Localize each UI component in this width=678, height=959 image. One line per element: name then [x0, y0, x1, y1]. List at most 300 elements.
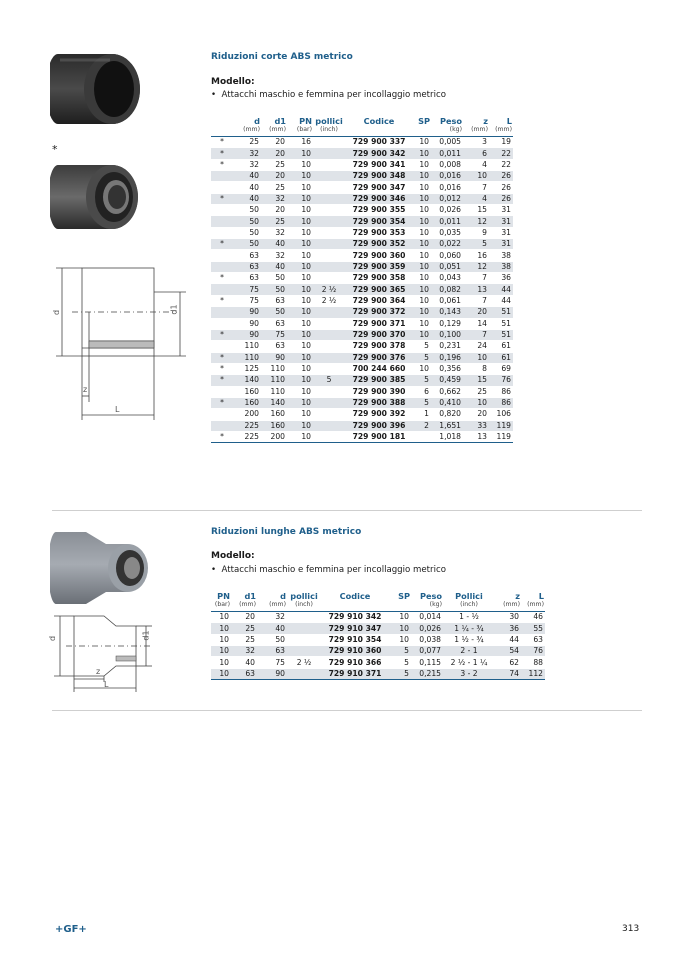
short-reducer-photo-top [50, 50, 142, 128]
table-cell: 25 [261, 159, 287, 170]
table-cell: 26 [489, 171, 513, 182]
table-cell [211, 227, 233, 238]
table-cell: 0,215 [411, 668, 443, 679]
table-cell: * [211, 273, 233, 284]
table-cell: 62 [495, 657, 521, 668]
table-cell: 36 [489, 273, 513, 284]
table-cell [313, 341, 345, 352]
section-divider [52, 510, 642, 511]
table-cell [211, 171, 233, 182]
table-cell: 63 [233, 261, 261, 272]
section2-table [211, 591, 545, 680]
table-cell: 10 [463, 397, 489, 408]
table-cell: 10 [211, 634, 231, 645]
table-cell: 729 900 365 [345, 284, 413, 295]
table-cell: 729 900 352 [345, 239, 413, 250]
table-cell: 10 [413, 284, 431, 295]
table-cell: 112 [521, 668, 545, 679]
table-cell [287, 623, 321, 634]
table-cell: 76 [489, 375, 513, 386]
table-cell: 44 [495, 634, 521, 645]
table-cell: 63 [233, 250, 261, 261]
table-cell [211, 420, 233, 431]
table-cell: 2 ½ - 1 ¼ [443, 657, 495, 668]
table-cell: 110 [261, 386, 287, 397]
table-cell: 13 [463, 284, 489, 295]
table-cell: * [211, 295, 233, 306]
table-cell: 86 [489, 397, 513, 408]
table-cell: 88 [521, 657, 545, 668]
table-cell: 225 [233, 431, 261, 442]
table-cell [313, 148, 345, 159]
table-cell [287, 646, 321, 657]
table-cell: 10 [287, 431, 313, 442]
long-reducer-photo [50, 530, 154, 606]
table-cell: 1 - ½ [443, 612, 495, 623]
table-cell: * [211, 329, 233, 340]
table-cell: 10 [287, 386, 313, 397]
column-unit: (kg) [411, 601, 443, 612]
column-header: d1 [244, 591, 256, 601]
table-cell: * [211, 397, 233, 408]
table-cell: 14 [463, 318, 489, 329]
table-cell: 20 [261, 148, 287, 159]
table-cell: 10 [413, 159, 431, 170]
table-cell: 1 ¼ - ¾ [443, 623, 495, 634]
table-cell: 0,038 [411, 634, 443, 645]
table-units-row [211, 601, 545, 612]
table-cell [313, 250, 345, 261]
table-cell [211, 216, 233, 227]
table-cell: 0,060 [431, 250, 463, 261]
bullet-dot-icon: • [211, 90, 222, 100]
table-cell [313, 397, 345, 408]
table-cell [313, 227, 345, 238]
table-row [211, 193, 513, 204]
table-cell: 10 [287, 409, 313, 420]
table-cell: 729 900 376 [345, 352, 413, 363]
column-header: pollici [315, 116, 343, 126]
table-cell: 0,143 [431, 307, 463, 318]
table-cell: 125 [233, 363, 261, 374]
table-cell: 32 [261, 250, 287, 261]
column-unit [389, 601, 411, 612]
table-cell: 31 [489, 239, 513, 250]
table-cell: 0,011 [431, 148, 463, 159]
table-cell [313, 159, 345, 170]
table-cell: 729 900 364 [345, 295, 413, 306]
column-header: L [506, 116, 512, 126]
table-cell: 10 [287, 182, 313, 193]
table-cell: 10 [287, 159, 313, 170]
table-cell: 50 [261, 284, 287, 295]
table-cell: 729 900 341 [345, 159, 413, 170]
table-cell: 12 [463, 216, 489, 227]
table-row [211, 668, 545, 679]
column-unit [345, 126, 413, 137]
table-cell: 10 [413, 182, 431, 193]
table-row [211, 329, 513, 340]
table-cell: 20 [261, 137, 287, 148]
table-cell: 5 [313, 375, 345, 386]
table-cell: 90 [257, 668, 287, 679]
table-cell: 160 [233, 386, 261, 397]
table-cell: 160 [261, 420, 287, 431]
table-cell: 10 [287, 307, 313, 318]
table-cell: 16 [287, 137, 313, 148]
bullet-dot-icon: • [211, 565, 222, 575]
table-cell: 40 [257, 623, 287, 634]
table-cell [287, 634, 321, 645]
table-cell: 0,005 [431, 137, 463, 148]
image-marker: * [52, 143, 58, 156]
table-cell: * [211, 239, 233, 250]
table-row [211, 239, 513, 250]
table-cell [313, 261, 345, 272]
table-cell: 31 [489, 205, 513, 216]
table-row [211, 318, 513, 329]
table-cell: 10 [413, 295, 431, 306]
table-cell [313, 273, 345, 284]
table-cell: 22 [489, 159, 513, 170]
table-row [211, 159, 513, 170]
table-cell: 15 [463, 375, 489, 386]
table-cell: 729 910 371 [321, 668, 389, 679]
table-cell [287, 668, 321, 679]
table-row [211, 341, 513, 352]
table-cell: 50 [261, 273, 287, 284]
table-cell [313, 193, 345, 204]
table-cell: 10 [287, 329, 313, 340]
table-cell: 25 [261, 216, 287, 227]
table-cell: 38 [489, 250, 513, 261]
table-cell: 38 [489, 261, 513, 272]
table-row [211, 409, 513, 420]
table-cell: 10 [413, 137, 431, 148]
table-cell [313, 386, 345, 397]
column-header: d [254, 116, 260, 126]
table-cell: * [211, 159, 233, 170]
table-cell: 0,082 [431, 284, 463, 295]
section1-table [211, 116, 513, 443]
table-cell [313, 216, 345, 227]
table-cell: 729 900 359 [345, 261, 413, 272]
table-cell: 7 [463, 273, 489, 284]
table-cell: 729 900 385 [345, 375, 413, 386]
table-cell: 5 [413, 352, 431, 363]
table-cell: 50 [257, 634, 287, 645]
table-row [211, 634, 545, 645]
table-cell: 0,196 [431, 352, 463, 363]
table-cell: 729 900 348 [345, 171, 413, 182]
table-row [211, 182, 513, 193]
table-cell: 0,077 [411, 646, 443, 657]
table-cell: 10 [287, 171, 313, 182]
column-header [211, 116, 233, 126]
table-cell: 0,061 [431, 295, 463, 306]
column-unit [211, 126, 233, 137]
table-cell [211, 250, 233, 261]
table-cell: 2 ½ [313, 295, 345, 306]
table-cell [211, 409, 233, 420]
table-cell [413, 431, 431, 442]
table-cell [211, 261, 233, 272]
table-cell: 0,035 [431, 227, 463, 238]
table-cell: 32 [261, 193, 287, 204]
table-cell: 160 [233, 397, 261, 408]
table-cell [211, 318, 233, 329]
table-cell: 729 900 342 [345, 148, 413, 159]
table-cell: 33 [463, 420, 489, 431]
table-cell: 729 910 360 [321, 646, 389, 657]
table-cell: 63 [261, 295, 287, 306]
table-cell: 32 [257, 612, 287, 623]
table-row [211, 646, 545, 657]
table-cell: 729 910 342 [321, 612, 389, 623]
table-cell [313, 205, 345, 216]
table-cell: 10 [287, 352, 313, 363]
table-cell: 10 [287, 205, 313, 216]
table-cell: 10 [413, 250, 431, 261]
column-header: PN [299, 116, 312, 126]
table-cell: 54 [495, 646, 521, 657]
table-cell: 10 [389, 623, 411, 634]
table-cell: 10 [287, 420, 313, 431]
table-row [211, 386, 513, 397]
column-header: Codice [339, 591, 371, 601]
short-reducer-technical-drawing [52, 262, 192, 427]
dim2-z-label: z [96, 667, 101, 676]
table-cell: 0,043 [431, 273, 463, 284]
table-cell: 110 [233, 341, 261, 352]
column-header: Codice [363, 116, 395, 126]
table-header-row [211, 116, 513, 126]
table-cell: 119 [489, 431, 513, 442]
table-cell: * [211, 148, 233, 159]
table-row [211, 363, 513, 374]
table-cell: 40 [233, 171, 261, 182]
table-row [211, 261, 513, 272]
table-cell: 10 [287, 295, 313, 306]
table-cell: 32 [233, 148, 261, 159]
table-cell: 75 [257, 657, 287, 668]
section1-bullet [211, 90, 446, 100]
table-cell: 140 [233, 375, 261, 386]
table-cell: 10 [211, 646, 231, 657]
column-unit: (kg) [431, 126, 463, 137]
table-cell: 7 [463, 329, 489, 340]
table-cell: 10 [287, 341, 313, 352]
table-cell: 0,016 [431, 171, 463, 182]
table-cell: 50 [261, 307, 287, 318]
table-cell [211, 386, 233, 397]
table-cell: 4 [463, 159, 489, 170]
column-unit: (mm) [463, 126, 489, 137]
table-cell: 0,026 [411, 623, 443, 634]
table-cell: 25 [231, 634, 257, 645]
column-header: Peso [439, 116, 462, 126]
table-cell: 63 [231, 668, 257, 679]
table-cell: 63 [261, 318, 287, 329]
table-cell: 3 [463, 137, 489, 148]
table-cell: 32 [261, 227, 287, 238]
page-number: 313 [622, 924, 640, 934]
table-cell: 50 [233, 227, 261, 238]
table-cell: 729 900 353 [345, 227, 413, 238]
table-cell: 63 [521, 634, 545, 645]
table-cell: 25 [233, 137, 261, 148]
table-cell: 729 900 354 [345, 216, 413, 227]
table-cell: 50 [233, 239, 261, 250]
section1-bullet-text: Attacchi maschio e femmina per incollaggio metrico [221, 90, 446, 100]
table-row [211, 284, 513, 295]
table-cell: 10 [287, 250, 313, 261]
table-cell [313, 352, 345, 363]
table-cell: 51 [489, 318, 513, 329]
table-cell: 32 [231, 646, 257, 657]
table-cell: 10 [463, 171, 489, 182]
table-cell: 50 [233, 205, 261, 216]
table-cell: 729 900 360 [345, 250, 413, 261]
table-cell: 63 [261, 341, 287, 352]
table-cell: 10 [211, 668, 231, 679]
table-row [211, 148, 513, 159]
table-cell: 10 [211, 657, 231, 668]
table-row [211, 227, 513, 238]
table-cell: 10 [287, 148, 313, 159]
table-cell: 10 [413, 216, 431, 227]
table-cell: 729 900 388 [345, 397, 413, 408]
table-cell: 90 [233, 329, 261, 340]
column-header: SP [418, 116, 430, 126]
table-cell: 0,026 [431, 205, 463, 216]
column-header: L [538, 591, 544, 601]
table-cell: 0,129 [431, 318, 463, 329]
table-cell: 10 [287, 318, 313, 329]
table-cell: 119 [489, 420, 513, 431]
table-header-row [211, 591, 545, 601]
table-row [211, 397, 513, 408]
column-unit: (mm) [521, 601, 545, 612]
table-cell: 1,651 [431, 420, 463, 431]
table-cell: 24 [463, 341, 489, 352]
table-cell [313, 318, 345, 329]
table-cell: 1 ½ - ¾ [443, 634, 495, 645]
column-unit: (mm) [257, 601, 287, 612]
table-cell: 25 [231, 623, 257, 634]
table-cell: 20 [463, 307, 489, 318]
table-cell: * [211, 137, 233, 148]
dim2-d1-label: d1 [141, 630, 151, 641]
table-cell: 2 ½ [313, 284, 345, 295]
table-cell [313, 420, 345, 431]
table-cell: 12 [463, 261, 489, 272]
table-cell: 31 [489, 216, 513, 227]
table-cell: 729 900 396 [345, 420, 413, 431]
table-cell: 10 [389, 634, 411, 645]
table-cell: 729 900 378 [345, 341, 413, 352]
table-row [211, 420, 513, 431]
table-cell: 25 [261, 182, 287, 193]
column-unit: (bar) [287, 126, 313, 137]
table-cell: 75 [261, 329, 287, 340]
table-cell: 200 [233, 409, 261, 420]
column-header: d [280, 591, 286, 601]
table-cell: 2 - 1 [443, 646, 495, 657]
table-cell [313, 329, 345, 340]
table-cell [211, 182, 233, 193]
column-unit [321, 601, 389, 612]
table-cell: 50 [233, 216, 261, 227]
table-cell: 10 [413, 239, 431, 250]
table-cell: 61 [489, 341, 513, 352]
table-cell: 729 900 371 [345, 318, 413, 329]
table-cell: 3 - 2 [443, 668, 495, 679]
table-cell: 10 [413, 227, 431, 238]
dim-z-label: z [83, 385, 88, 394]
table-cell: 700 244 660 [345, 363, 413, 374]
table-cell: 10 [287, 284, 313, 295]
table-cell: * [211, 363, 233, 374]
table-cell: 10 [287, 375, 313, 386]
table-cell: 110 [261, 375, 287, 386]
table-cell: 729 900 370 [345, 329, 413, 340]
table-cell: 9 [463, 227, 489, 238]
table-cell: 69 [489, 363, 513, 374]
table-row [211, 352, 513, 363]
table-cell: 10 [463, 352, 489, 363]
column-unit: (mm) [231, 601, 257, 612]
section2-title: Riduzioni lunghe ABS metrico [211, 527, 362, 537]
table-cell [313, 182, 345, 193]
table-cell [313, 363, 345, 374]
table-cell: 10 [287, 261, 313, 272]
table-cell: 0,022 [431, 239, 463, 250]
table-cell: 729 910 354 [321, 634, 389, 645]
table-cell [313, 171, 345, 182]
table-cell: 26 [489, 193, 513, 204]
table-cell: 40 [231, 657, 257, 668]
column-unit: (inch) [443, 601, 495, 612]
table-cell: 0,356 [431, 363, 463, 374]
table-cell: 22 [489, 148, 513, 159]
table-cell: 0,016 [431, 182, 463, 193]
table-cell: 110 [261, 363, 287, 374]
table-cell [211, 284, 233, 295]
table-cell: 5 [389, 657, 411, 668]
column-header: Pollici [455, 591, 483, 601]
table-cell: 729 900 390 [345, 386, 413, 397]
table-cell: 76 [521, 646, 545, 657]
table-cell: 44 [489, 295, 513, 306]
table-row [211, 375, 513, 386]
table-cell: 729 910 366 [321, 657, 389, 668]
table-cell: 86 [489, 386, 513, 397]
column-unit: (mm) [233, 126, 261, 137]
table-cell: 19 [489, 137, 513, 148]
table-cell: 110 [233, 352, 261, 363]
table-units-row [211, 126, 513, 137]
table-cell: 10 [413, 273, 431, 284]
table-cell: 10 [413, 261, 431, 272]
table-cell: 5 [413, 375, 431, 386]
table-row [211, 307, 513, 318]
table-cell: 40 [261, 239, 287, 250]
table-cell: 0,014 [411, 612, 443, 623]
section1-model-label: Modello: [211, 77, 255, 87]
column-header: z [483, 116, 488, 126]
table-row [211, 273, 513, 284]
